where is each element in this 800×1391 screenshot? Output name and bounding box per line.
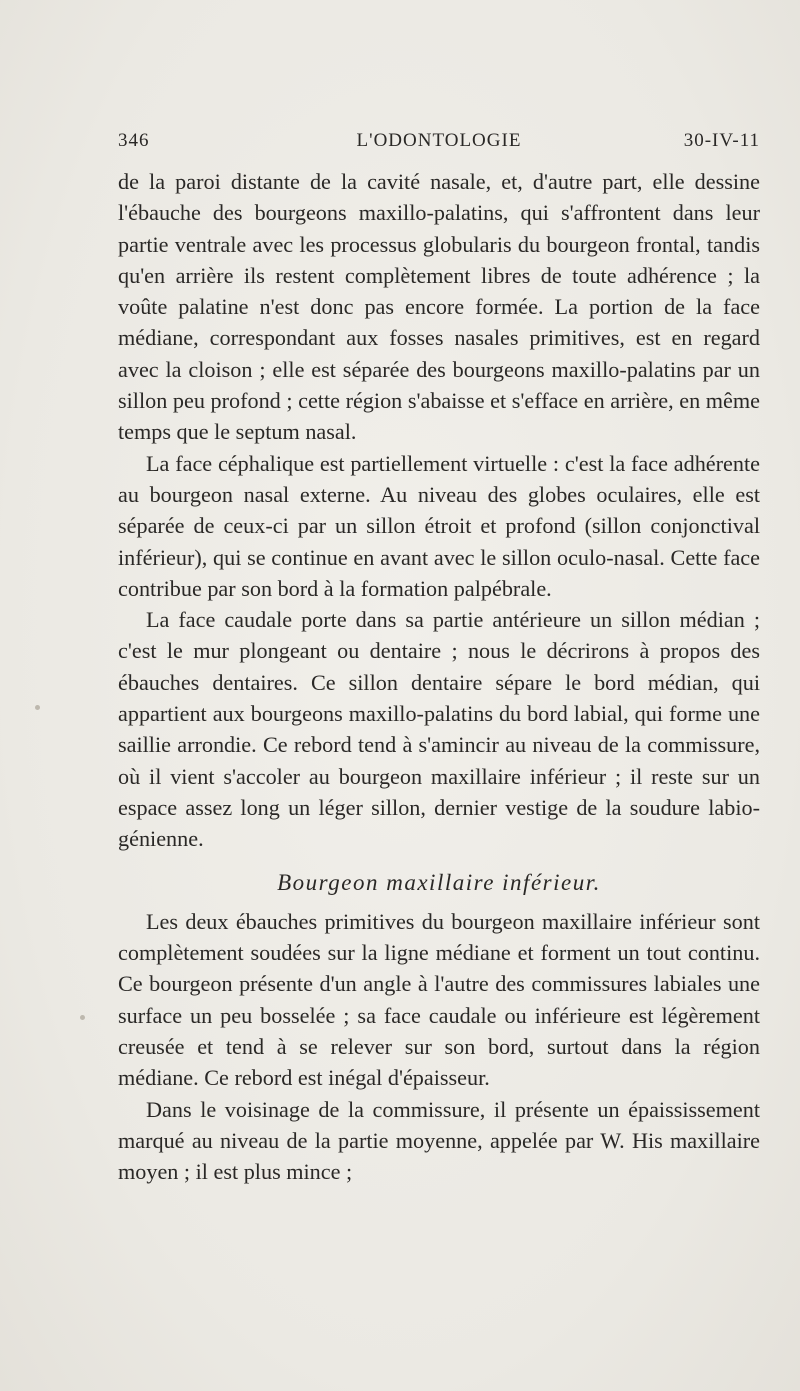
running-header [118,130,760,160]
page-number: 346 [118,130,150,151]
paper-speck [80,1015,85,1020]
paragraph: Les deux ébauches primitives du bourgeon maxillaire inférieur sont complètement soudées sur la ligne médiane et forment un tout continu. Ce bourgeon présente d'un angle à l'autre des commissures labiales une surface un peu bosselée ; sa face caudale ou inférieure est légèrement creusée et tend à se relever sur son bord, surtout dans la région médiane. Ce rebord est inégal d'épaisseur. [118,908,760,1091]
paragraph: de la paroi distante de la cavité nasale, et, d'autre part, elle dessine l'ébauche des bourgeons maxillo-palatins, qui s'affrontent dans leur partie ventrale avec les processus globularis du bourgeon frontal, tandis qu'en arrière ils restent complètement libres de toute adhérence ; la voûte palatine n'est donc pas encore formée. La portion de la face médiane, correspondant aux fosses nasales primitives, est en regard avec la cloison ; elle est séparée des bourgeons maxillo-palatins par un sillon peu profond ; cette région s'abaisse et s'efface en arrière, en même temps que le septum nasal. [118,169,760,445]
body-text [118,166,760,1188]
paragraph: La face céphalique est partiellement virtuelle : c'est la face adhérente au bourgeon nasal externe. Au niveau des globes oculaires, elle est séparée de ceux-ci par un sillon étroit et profond (sillon conjonctival inférieur), qui se continue en avant avec le sillon oculo-nasal. Cette face contribue par son bord à la formation palpébrale. [118,450,760,601]
section-heading: Bourgeon maxillaire inférieur. [277,869,601,895]
paragraph: Dans le voisinage de la commissure, il présente un épaississement marqué au niveau de la partie moyenne, appelée par W. His maxillaire moyen ; il est plus mince ; [118,1096,760,1185]
paragraph: La face caudale porte dans sa partie antérieure un sillon médian ; c'est le mur plongeant ou dentaire ; nous le décrirons à propos des ébauches dentaires. Ce sillon dentaire sépare le bord médian, qui appartient aux bourgeons maxillo-palatins du bord labial, qui forme une saillie arrondie. Ce rebord tend à s'amincir au niveau de la commissure, où il vient s'accoler au bourgeon maxillaire inférieur ; il reste sur un espace assez long un léger sillon, dernier vestige de la soudure labio-génienne. [118,607,760,852]
paper-speck [35,705,40,710]
running-title: L'ODONTOLOGIE [356,130,522,151]
issue-date: 30-IV-11 [683,130,760,151]
